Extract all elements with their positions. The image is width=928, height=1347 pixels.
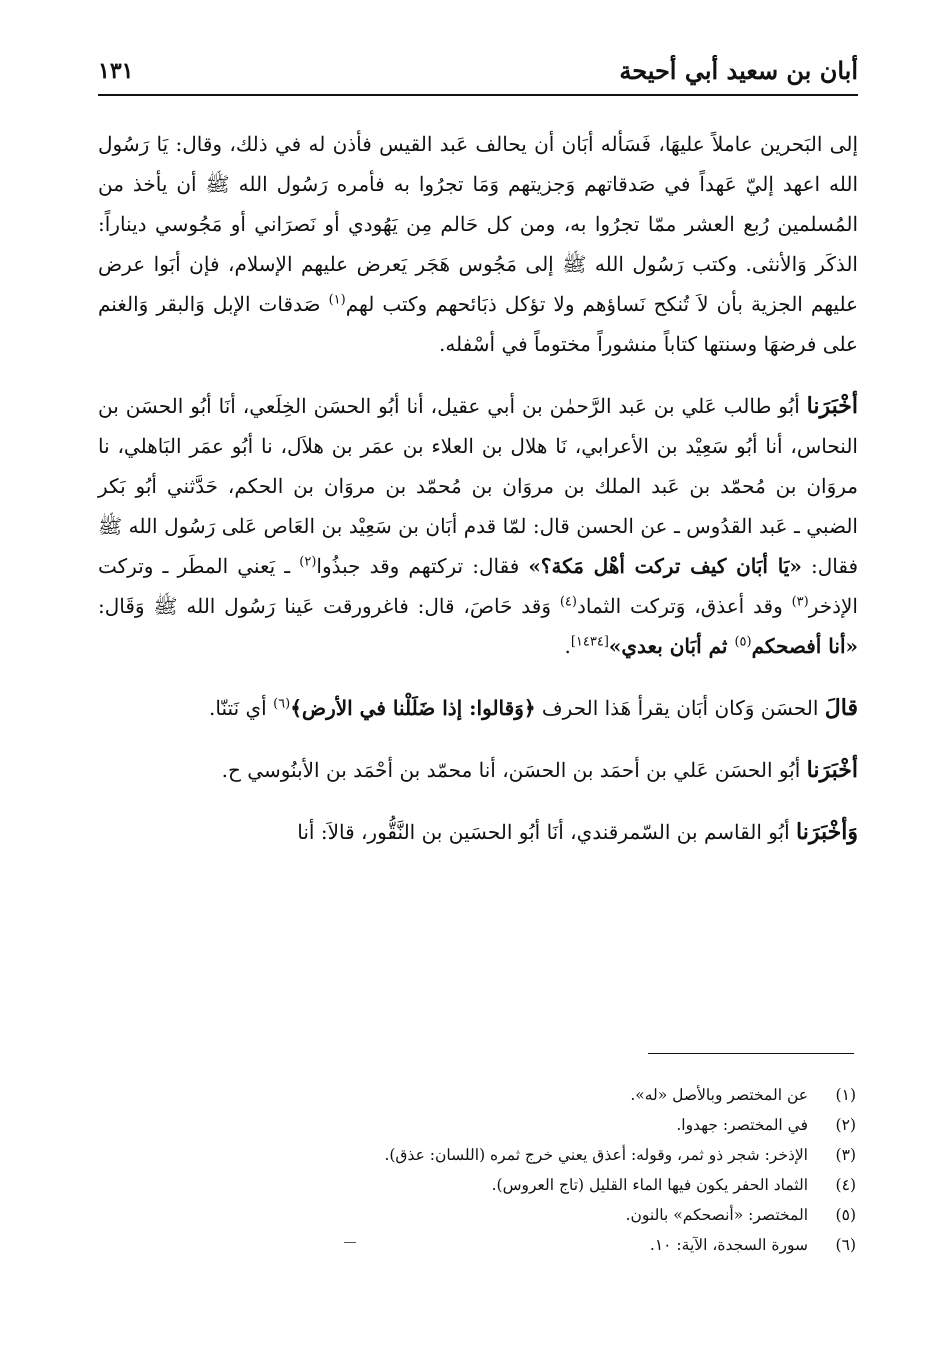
footnote-item <box>300 1200 856 1230</box>
paragraph-lead-word: أخْبَرَنا <box>806 393 858 419</box>
footnote-number: (١) <box>835 1086 856 1104</box>
paragraph-text: أي نَتنّا. <box>209 696 274 720</box>
paragraph-4 <box>98 750 858 790</box>
page-number: ١٣١ <box>98 58 134 84</box>
running-title: أبان بن سعيد أبي أحيحة <box>619 56 858 85</box>
footnote-text: المختصر: «أنصحكم» بالنون. <box>625 1206 808 1224</box>
header-rule <box>98 94 858 96</box>
footnote-item <box>300 1230 856 1260</box>
paragraph-text: أبُو الحسَن عَلي بن أحمَد بن الحسَن، أنا محمّد بن أحْمَد بن الأبنُوسي ح. <box>221 758 807 782</box>
paragraph-3 <box>98 688 858 728</box>
paragraph-text: أبُو القاسم بن السّمرقندي، أنَا أبُو الحسَين بن النَّقُّور، قالاَ: أنا <box>297 820 797 844</box>
footnote-ref: (٢) <box>299 554 317 570</box>
scan-mark <box>344 1242 356 1243</box>
paragraph-lead-word: قالَ <box>824 695 858 721</box>
footnote-item <box>300 1140 856 1170</box>
footnote-number: (٣) <box>835 1146 856 1164</box>
paragraph-text: . <box>564 634 571 658</box>
paragraph-2 <box>98 386 858 666</box>
paragraph-text: فقال: تركتهم وقد جبذُوا <box>316 554 529 578</box>
footnote-ref: (٣) <box>791 594 809 610</box>
footnote-number: (٦) <box>835 1236 856 1254</box>
paragraph-lead-word: وَأخْبَرَنا <box>796 819 858 845</box>
paragraph-text: وقد أعذق، وَتركت الثماد <box>576 594 792 618</box>
footnote-text: سورة السجدة، الآية: ١٠. <box>649 1236 808 1254</box>
footnote-text: عن المختصر وبالأصل «له». <box>630 1086 808 1104</box>
footnote-ref: (٦) <box>273 696 291 712</box>
footnote-text: الإذخر: شجر ذو ثمر، وقوله: أعذق يعني خرج ثمره (اللسان: عذق). <box>384 1146 808 1164</box>
footnote-item <box>300 1110 856 1140</box>
paragraph-text: الحسَن وَكان أبَان يقرأ هَذا الحرف <box>535 696 825 720</box>
footnote-ref: (٥) <box>734 634 752 650</box>
paragraph-lead-word: أخْبَرَنا <box>806 757 858 783</box>
footnotes <box>300 1080 856 1260</box>
hadith-quote: ثم أبَان بعدي» <box>608 634 735 658</box>
paragraph-text: أبُو طالب عَلي بن عَبد الرَّحمٰن بن أبي عقيل، أنا أبُو الحسَن الخِلَعي، أنَا أبُو الحسَن بن النحاس، أنا أبُو سَعِيْد بن الأعرابي، نَا هلال بن العلاء بن عمَر بن هلاَل، نا أبُو عمَر البَاهلي، نا مروَان بن مُحمّد بن عَبد الملك بن مروَان بن مُحمّد بن مروَان بن الحكم، حَدَّثني أبُو بَكر الضبي ـ عَبد القدُوس ـ عن الحسن قال: لمّا قدم أبَان بن سَعِيْد بن العَاص عَلى رَسُول الله ﷺ فقال: <box>98 394 859 578</box>
footnote-ref: (٤) <box>559 594 577 610</box>
footnote-number: (٢) <box>835 1116 856 1134</box>
reference-number: [١٤٣٤] <box>570 634 609 650</box>
page-header <box>98 56 858 96</box>
footnote-number: (٥) <box>835 1206 856 1224</box>
quran-quote: ﴿وَقالوا: إذا ضَلَلْنا في الأرض﴾ <box>290 696 536 720</box>
paragraph-1 <box>98 124 858 364</box>
footnote-number: (٤) <box>835 1176 856 1194</box>
paragraph-text: صَدقات الإبل وَالبقر وَالغنم على فرضهَا وسنتها كتاباً منشوراً مختوماً في أسْفله. <box>98 292 858 356</box>
footnote-item <box>300 1080 856 1110</box>
footnote-text: الثماد الحفر يكون فيها الماء القليل (تاج العروس). <box>491 1176 808 1194</box>
footnote-text: في المختصر: جهدوا. <box>676 1116 808 1134</box>
paragraph-text: ـ يَعني المطَر ـ وتركت الإذخر <box>98 554 858 618</box>
hadith-quote: «يَا أبَان كيف تركت أهْل مَكة؟» <box>528 554 802 578</box>
paragraph-5 <box>98 812 858 852</box>
hadith-quote: «أنا أفصحكم <box>751 634 858 658</box>
footnote-ref: (١) <box>328 292 346 308</box>
paragraph-text: إلى البَحرين عاملاً عليهَا، فَسَأله أبَان أن يحالف عَبد القيس فأذن له في ذلك، وقال: يَا رَسُول الله اعهد إليّ عَهداً في صَدقاتهم وَجزيتهم وَمَا تجرُوا به فأمره رَسُول الله ﷺ أن يأخذ من المُسلمين رُبع العشر ممّا تجرُوا به، ومن كل حَالم مِن يَهُودي أو نَصرَاني أو مَجُوسي ديناراً: الذكَر وَالأنثى. وكتب رَسُول الله ﷺ إلى مَجُوس هَجَر يَعرض عليهم الإسلام، فإن أبَوا عرض عليهم الجزية بأن لاَ تُنكح نَساؤهم ولا تؤكل ذبَائحهم وكتب لهم <box>98 132 858 316</box>
footnote-separator <box>648 1053 854 1054</box>
main-text <box>98 124 858 874</box>
paragraph-text: وَقد حَاصَ، قال: فاغرورقت عَينا رَسُول الله ﷺ وَقَال: <box>98 594 560 618</box>
footnote-item <box>300 1170 856 1200</box>
